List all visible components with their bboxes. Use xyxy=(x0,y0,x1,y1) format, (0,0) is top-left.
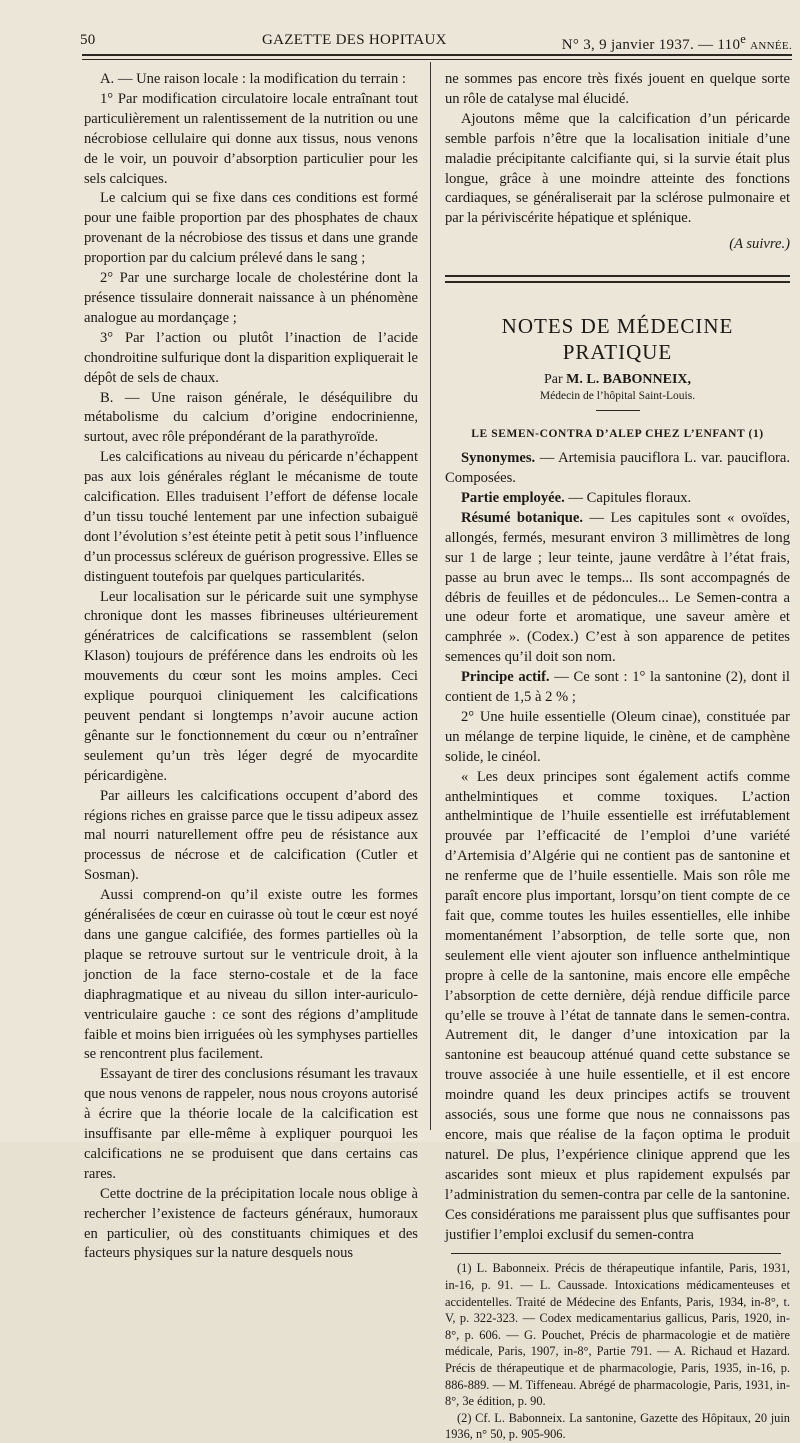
entry-principe xyxy=(445,668,790,708)
left-paragraph: Les calcifications au niveau du péricarde n’échappent pas aux lois générales réglant le mécanisme de toute calcification. Elles traduisent l’effort de défense locale d’un tissu touché lentement par une infection subaiguë dont l’évolution s’est éteinte petit à petit sous l’influence d’un processus scléreux de guérison progressive. Elles se distinguent toutefois par quelques particularités. xyxy=(84,449,418,585)
left-column xyxy=(84,70,418,1264)
entry-text: — Les capitules sont « ovoïdes, allongés, fermés, mesurant environ 3 millimètres de long sur 1 de large ; leur teinte, jaune verdâtre à l’état frais, passe au brun avec le temps... Ils sont accompagnés de débris de feuilles et de pédoncules... Le Semen-contra a une odeur forte et aromatique, une saveur amère et camphrée ». (Codex.) C’est à son apparence de petites semences qu’il doit son nom. xyxy=(445,509,790,666)
journal-title: GAZETTE DES HOPITAUX xyxy=(262,32,447,48)
issue-year-word: ANNÉE. xyxy=(750,40,792,52)
right-intro-paragraph: ne sommes pas encore très fixés jouent en quelque sorte un rôle de catalyse mal élucidé. xyxy=(445,71,790,107)
entry-text: — Artemisia pauciflora L. var. pauciflora. Composées. xyxy=(445,450,790,487)
right-intro-paragraph: Ajoutons même que la calcification d’un péricarde semble parfois n’être que la localisation initiale d’une maladie précipitante calcifiante qui, si la survie était plus longue, grâce à une moindre atteinte des fonctions cardiaques, se généraliserait par la sclérose pulmonaire et par la périviscérite hépatique et splénique. xyxy=(445,110,790,227)
header-rule xyxy=(82,54,792,60)
author-name: M. L. BABONNEIX, xyxy=(566,372,692,388)
left-paragraph: 1° Par modification circulatoire locale entraînant tout particulièrement un ralentissement de la nutrition ou une nécrobiose cellulaire qui donne aux tissus, nous venons de le voir, un pouvoir d’absorption particulier pour les sels calciques. xyxy=(84,90,418,187)
entry-partie xyxy=(445,489,790,509)
left-paragraph: 3° Par l’action ou plutôt l’inaction de l’acide chondroitine sulfurique dont la disparition expliquerait le dépôt de sels de chaux. xyxy=(84,329,418,386)
issue-suffix: e xyxy=(740,32,747,46)
left-paragraph: B. — Une raison générale, le déséquilibre du métabolisme du calcium d’origine endocrinienne, surtout, avec rôle prépondérant de la parathyroïde. xyxy=(84,389,418,446)
entry-label: Partie employée. xyxy=(461,489,565,506)
footnote: (1) L. Babonneix. Précis de thérapeutique infantile, Paris, 1931, in-16, p. 91. — L. Caussade. Intoxications médicamenteuses et accidentelles. Traité de Médecine des Enfants, Paris, 1934, in-8°, t. V, p. 322-323. — Codex medicamentarius gallicus, Paris, 1920, in-8°, p. 606. — G. Pouchet, Précis de pharmacologie et de matière médicale, Paris, 1907, in-8°, Partie 791. — A. Richaud et Hazard. Précis de thérapeutique et de pharmacologie, Paris, 1935, in-16, p. 886-889. — M. Tiffeneau. Abrégé de pharmacologie, Paris, 1931, in-8°, 3e édition, p. 90. xyxy=(445,1261,790,1409)
column-divider xyxy=(430,62,431,1130)
entry-label: Synonymes. xyxy=(461,450,536,467)
right-body-paragraph: « Les deux principes sont également actifs comme anthelmintiques et comme toxiques. L’action anthelmintique de l’huile essentielle est irréfutablement prouvée par l’efficacité de l’emploi d’une variété d’Artemisia d’Algérie qui ne contient pas de santonine et ne renferme que de l’huile essentielle. Mais son rôle me paraît encore plus important, lorsqu’on tient compte de ce fait que, comme toutes les huiles essentielles, elle inhibe momentanément l’absorption, de telle sorte que, non seulement elle vient ajouter son influence anthelmintique propre à celle de la santonine, mais encore elle empêche l’absorption de cette dernière, déjà rendue difficile parce qu’elle se trouve à l’état de tannate dans le semen-contra. Autrement dit, le danger d’une intoxication par la santonine est beaucoup atténué quand cette substance se trouve associée à une huile essentielle, et il est encore moindre quand les deux principes actifs se trouvent associés, sous une forme que nous ne connaissons pas encore, mais que réalise de la façon optima le produit naturel. De plus, l’expérience clinique apprend que les ascarides sont mieux et plus rapidement expulsés par l’administration du semen-contra par celle de la santonine. Ces considérations me paraissent plus que suffisantes pour justifier l’emploi exclusif du semen-contra xyxy=(445,768,790,1243)
entry-label: Principe actif. xyxy=(461,669,550,686)
entry-label: Résumé botanique. xyxy=(461,509,584,526)
right-body-paragraph: 2° Une huile essentielle (Oleum cinae), constituée par un mélange de terpine liquide, le cinène, et de camphène solide, le cinéol. xyxy=(445,708,790,765)
issue-info xyxy=(562,32,792,54)
section-separator xyxy=(445,275,790,283)
byline xyxy=(445,371,790,389)
entry-text: — Ce sont : 1° la santonine (2), dont il contient de 1,5 à 2 % ; xyxy=(445,669,790,706)
page-header xyxy=(70,28,792,53)
left-paragraph: A. — Une raison locale : la modification du terrain : xyxy=(100,71,406,87)
left-paragraph: Cette doctrine de la précipitation locale nous oblige à rechercher l’existence de facteurs généraux, humoraux en particulier, où des constituants chimiques et des facteurs physiques sur la nature desquels nous xyxy=(84,1185,418,1262)
footnote-rule xyxy=(451,1253,781,1254)
left-paragraph: Essayant de tirer des conclusions résumant les travaux que nous venons de rappeler, nous nous croyons autorisé à écrire que la théorie locale de la calcification est insuffisante par elle-même à expliquer pourquoi les calcifications ne se produisent que dans certains cas rares. xyxy=(84,1066,418,1182)
section-title: NOTES DE MÉDECINE PRATIQUE xyxy=(501,314,734,365)
entry-text: — Capitules floraux. xyxy=(564,489,692,506)
author-affiliation: Médecin de l’hôpital Saint-Louis. xyxy=(539,390,696,403)
footnotes xyxy=(445,1260,790,1443)
entry-resume xyxy=(445,509,790,668)
right-column xyxy=(445,70,790,1443)
footnote: (2) Cf. L. Babonneix. La santonine, Gazette des Hôpitaux, 20 juin 1936, n° 50, p. 905-906. xyxy=(445,1410,790,1442)
article-subtitle: LE SEMEN-CONTRA D’ALEP CHEZ L’ENFANT (1) xyxy=(471,428,764,441)
page-number: 50 xyxy=(80,32,96,48)
left-paragraph: Le calcium qui se fixe dans ces conditions est formé pour une faible proportion par des phosphates de chaux provenant de la nécrobiose des tissus et dans une grande proportion par du calcium prélevé dans le sang ; xyxy=(84,190,418,267)
issue-date: N° 3, 9 janvier 1937. — 110 xyxy=(561,37,741,53)
left-paragraph: Leur localisation sur le péricarde suit une symphyse chronique dont les masses fibrineuses ultérieurement génératrices de calcifications se rassemblent (selon Klason) toujours de préférence dans les endroits où les mouvements du cœur sont les moins amples. Ceci explique pourquoi cliniquement les calcifications peuvent pendant si longtemps n’avoir aucune action gênante sur le fonctionnement du cœur ou n’entraîner seulement qu’un très léger degré de myocardite péricardigène. xyxy=(84,588,418,784)
left-paragraph: Par ailleurs les calcifications occupent d’abord des régions riches en graisse parce que le tissu adipeux assez mal nourri naturellement offre peu de résistance aux processus de nécrose et de calcification (Cutler et Sosman). xyxy=(84,787,418,884)
left-paragraph: Aussi comprend-on qu’il existe outre les formes généralisées de cœur en cuirasse où tout le cœur est noyé dans une gangue calcifiée, des formes partielles où la plaque se retrouve surtout sur le ventricule droit, à la jonction de la face sterno-costale et de la face diaphragmatique et au niveau du sillon inter-auriculo-ventriculaire gauche : ce sont des régions d’amplitude faible et moins bien irriguées où les symphyses partielles se rencontrent plus facilement. xyxy=(84,887,418,1063)
entry-synonymes xyxy=(445,449,790,489)
left-paragraph: 2° Par une surcharge locale de cholestérine dont la présence tissulaire donnerait naissance à un phénomène analogue au mordançage ; xyxy=(84,270,418,326)
to-be-continued: (A suivre.) xyxy=(729,236,790,253)
byline-prefix: Par xyxy=(543,372,563,388)
short-rule xyxy=(596,410,640,411)
